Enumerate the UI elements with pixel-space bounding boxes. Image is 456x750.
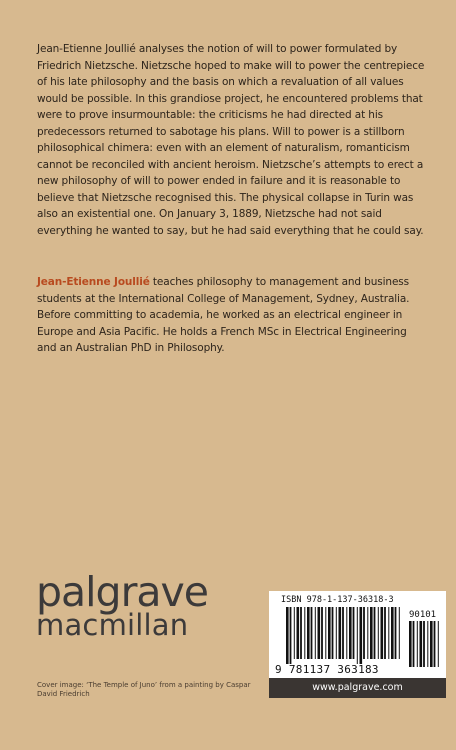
barcode-bar: [370, 607, 373, 659]
barcode-bar: [342, 607, 344, 659]
barcode-bar: [315, 607, 316, 659]
author-bio: [37, 274, 428, 357]
barcode-bar: [399, 607, 400, 659]
publisher-logo-line2: macmillan: [36, 608, 189, 642]
barcode-bar: [307, 607, 310, 659]
barcode-bar: [420, 621, 423, 667]
barcode-bar: [417, 621, 418, 667]
publisher-website[interactable]: www.palgrave.com: [269, 678, 446, 698]
barcode-bar: [321, 607, 323, 659]
barcode-bar: [388, 607, 389, 659]
barcode-bar: [378, 607, 379, 659]
barcode-bar: [353, 607, 355, 659]
publisher-logo: [36, 568, 209, 642]
barcode-bar: [328, 607, 331, 659]
barcode-bar: [349, 607, 352, 659]
barcode-addon-bars: [409, 621, 439, 667]
barcode-bar: [294, 607, 295, 659]
barcode-bar: [423, 621, 425, 667]
barcode-bar: [374, 607, 376, 659]
ean-digits: 9 781137 363183: [275, 663, 379, 676]
publisher-logo-line1: palgrave: [36, 568, 209, 616]
price-code: 90101: [409, 610, 437, 620]
cover-image-credit: Cover image: ‘The Temple of Juno’ from a painting by Caspar David Friedrich: [37, 681, 251, 698]
barcode-bar: [286, 607, 289, 664]
barcode-bar: [438, 621, 439, 667]
barcode-bar: [360, 607, 363, 664]
barcode-panel: [269, 591, 446, 678]
barcode-bar: [413, 621, 415, 667]
barcode-bar: [311, 607, 313, 659]
barcode-bar: [336, 607, 337, 659]
barcode-bar: [409, 621, 412, 667]
barcode-main-bars: [286, 607, 400, 664]
barcode-bar: [318, 607, 321, 659]
barcode-bar: [325, 607, 326, 659]
barcode-bar: [339, 607, 342, 659]
barcode-bar: [332, 607, 334, 659]
author-bio-text: teaches philosophy to management and business students at the International College of Management, Sydney, Australia. Before committing to academia, he worked as an electrical engineer in Europe and Asia Pacific. He holds a French MSc in Electrical Engineering and an Australian PhD in Philosophy.: [37, 276, 410, 354]
barcode-bar: [300, 607, 302, 659]
barcode-bar: [430, 621, 433, 667]
barcode-bar: [304, 607, 305, 659]
barcode-bar: [290, 607, 292, 664]
barcode-bar: [363, 607, 365, 659]
barcode-bar: [434, 621, 436, 667]
barcode-bar: [395, 607, 397, 659]
barcode-bar: [391, 607, 394, 659]
author-name: Jean-Etienne Joullié: [37, 276, 150, 288]
barcode-bar: [367, 607, 368, 659]
barcode-bar: [384, 607, 386, 659]
barcode-bar: [297, 607, 300, 659]
barcode-bar: [427, 621, 428, 667]
barcode-bar: [346, 607, 347, 659]
barcode-bar: [357, 607, 358, 664]
back-cover-blurb: Jean-Etienne Joullié analyses the notion of will to power formulated by Friedrich Nietzsche. Nietzsche hoped to make will to power the centrepiece of his late philosophy and the basis on which a revaluation of all values would be possible. In this grandiose project, he encountered problems that were to prove insurmountable: the criticisms he had directed at his predecessors returned to sabotage his plans. Will to power is a stillborn philosophical chimera: even with an element of naturalism, romanticism cannot be reconciled with ancient heroism. Nietzsche’s attempts to erect a new philosophy of will to power ended in failure and it is reasonable to believe that Nietzsche recognised this. The physical collapse in Turin was also an existential one. On January 3, 1889, Nietzsche had not said everything he wanted to say, but he had said everything that he could say.: [37, 43, 425, 237]
isbn-label: ISBN 978-1-137-36318-3: [281, 595, 394, 605]
barcode-bar: [381, 607, 384, 659]
